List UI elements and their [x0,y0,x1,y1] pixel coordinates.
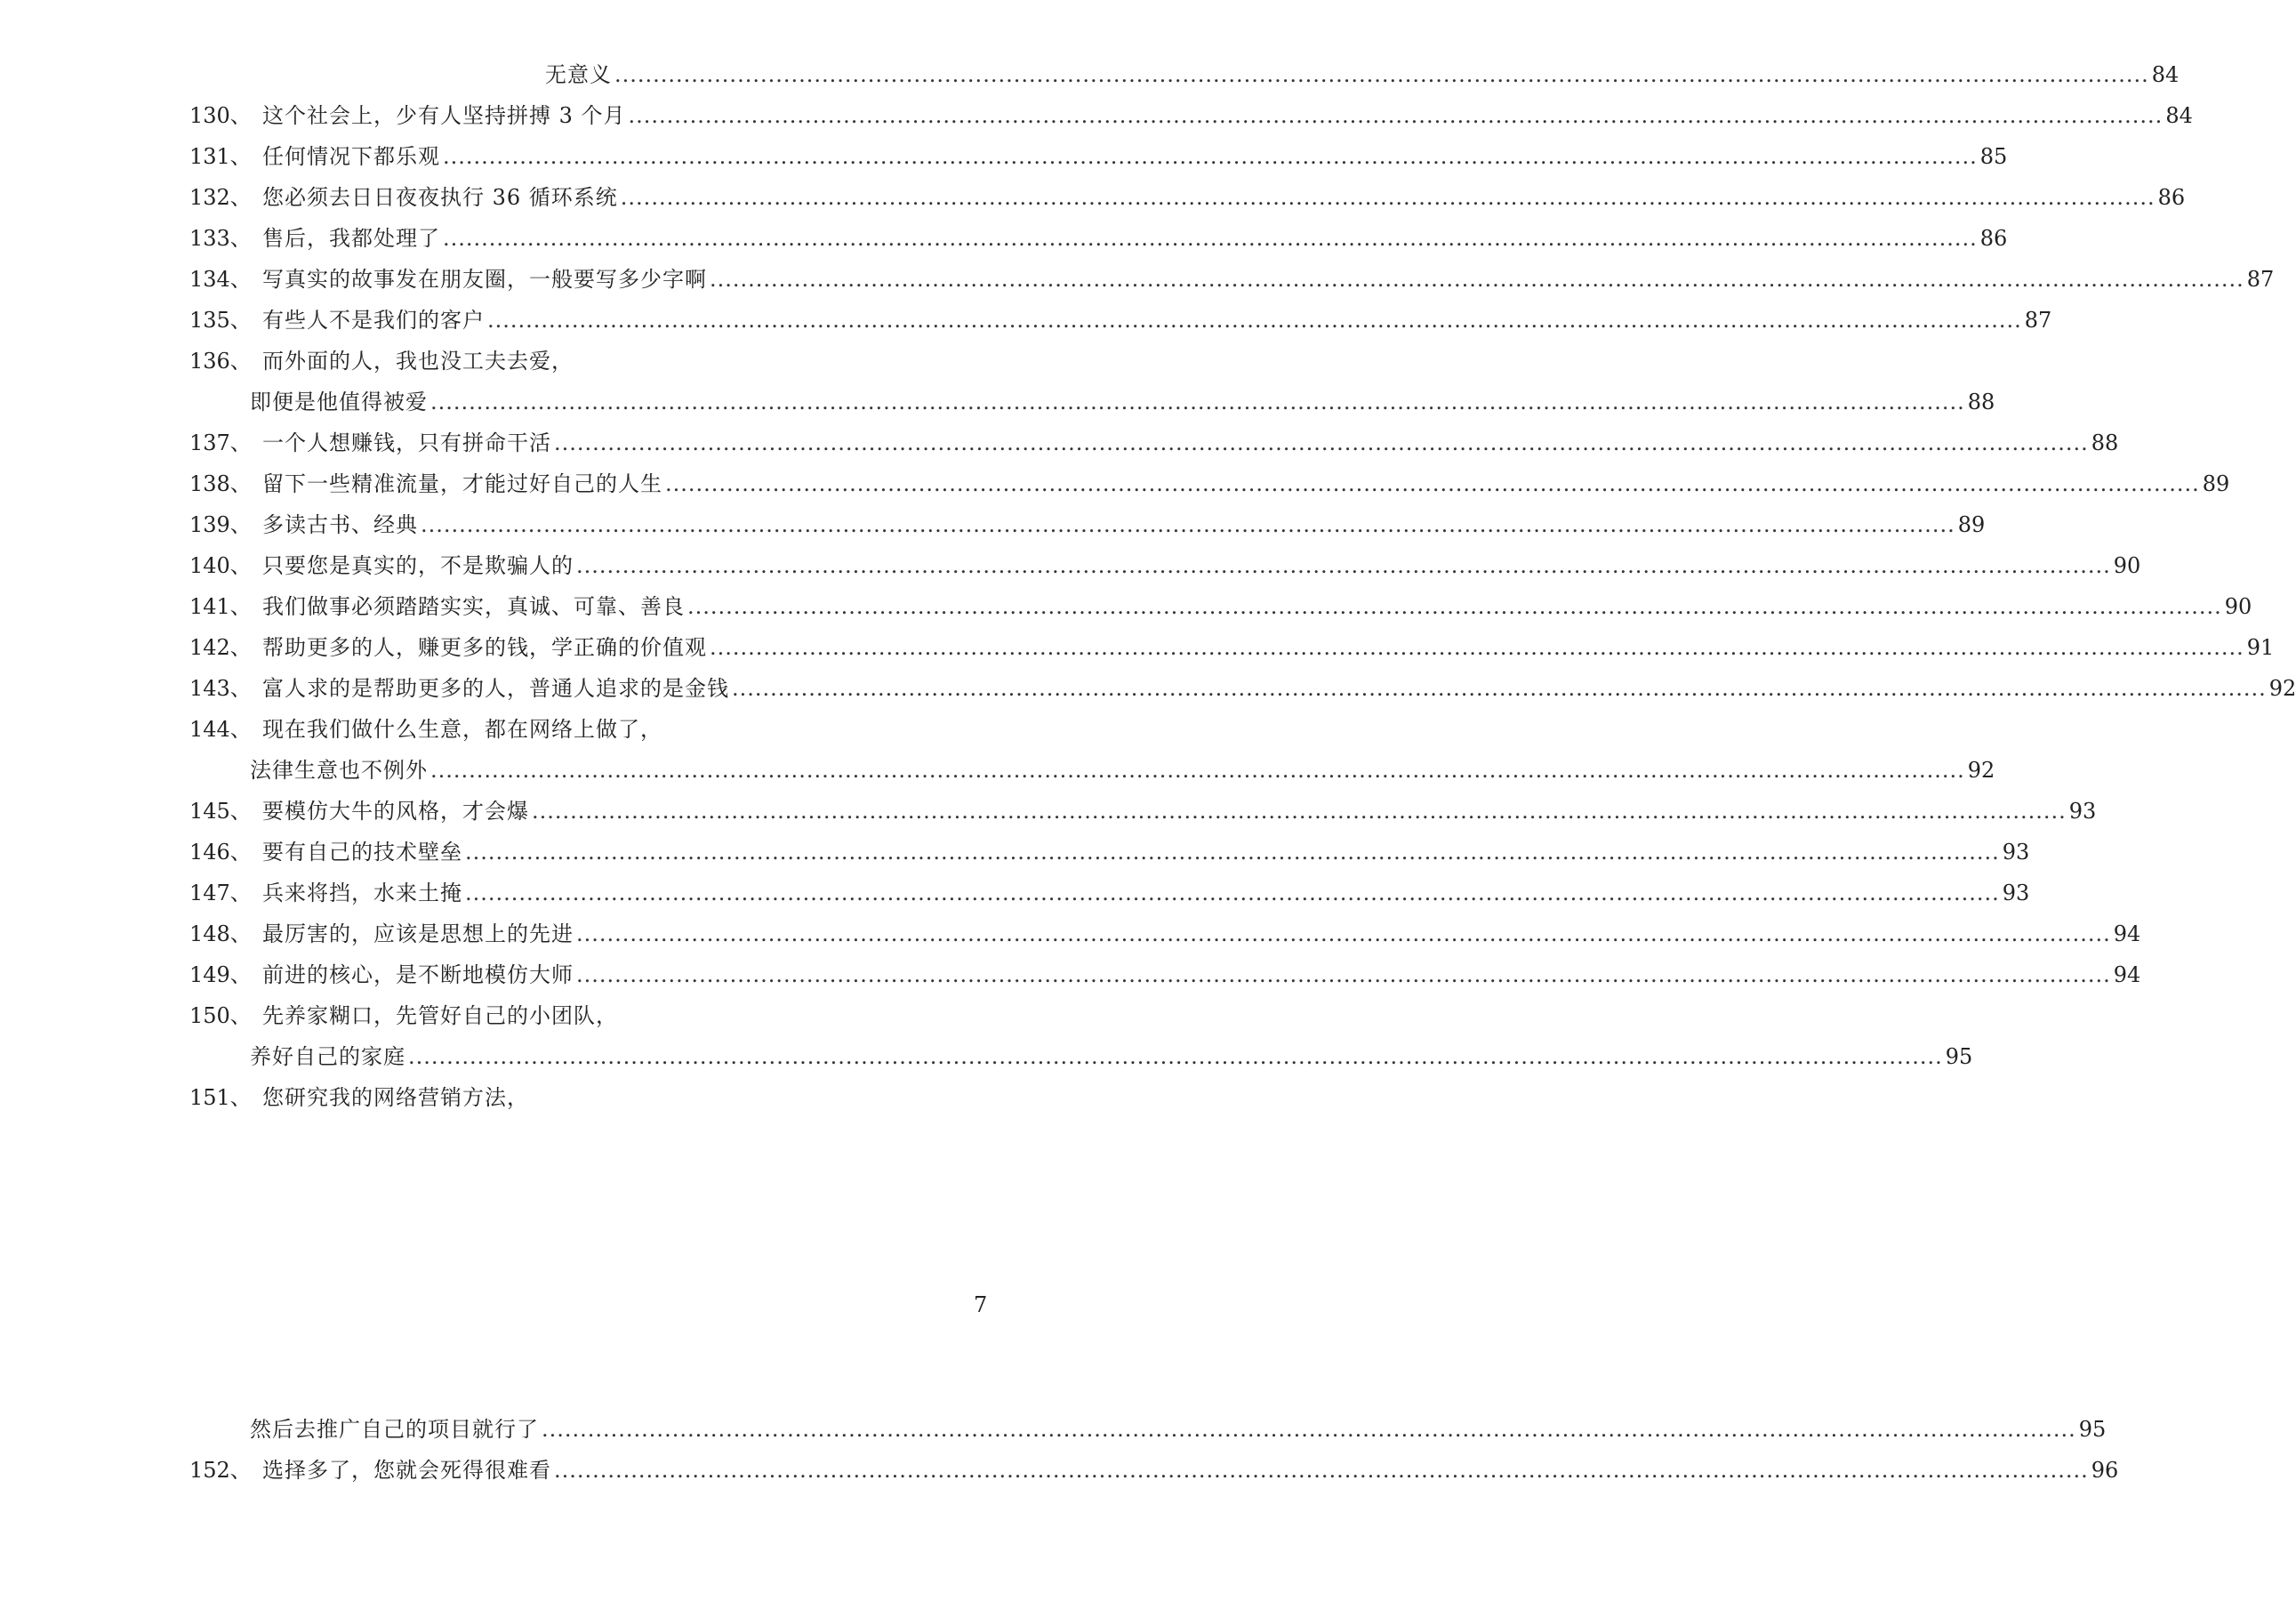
toc-entry-title: 法律生意也不例外 [250,758,428,783]
toc-entry-body [262,548,2141,583]
toc-entry-title: 而外面的人，我也没工夫去爱， [262,349,574,374]
toc-entry [0,139,2008,174]
toc-entry-number: 136、 [189,349,252,374]
toc-entry-body [262,875,2030,911]
toc-entry [0,793,2097,829]
toc-entry [0,466,2230,502]
dot-leader: ........................................................................................................................................................................................................ [465,881,2000,905]
toc-entry-page: 95 [2078,1417,2107,1442]
toc-entry-body [250,384,1995,420]
toc-entry-number: 138、 [189,471,252,496]
toc-entry-title: 多读古书、经典 [262,512,418,537]
toc-entry-page: 94 [2113,962,2141,987]
toc-entry-page: 87 [2024,308,2052,333]
toc-entry-title: 一个人想赚钱，只有拼命干活 [262,430,551,455]
toc-entry-title: 这个社会上，少有人坚持拼搏 3 个月 [262,103,626,128]
toc-entry-body [262,466,2230,502]
toc-entry [0,180,2186,215]
toc-entry-title: 最厉害的，应该是思想上的先进 [262,921,574,946]
toc-entry [0,589,2252,624]
toc-entry-body [262,302,2052,338]
dot-leader: ........................................................................................................................................................................................................ [408,1044,1943,1069]
toc-entry-title: 要模仿大牛的风格，才会爆 [262,799,529,824]
toc-entry-number: 139、 [189,512,252,537]
toc-entry [0,834,2030,870]
dot-leader: ........................................................................................................................................................................................................ [430,758,1965,783]
toc-entry-body [262,343,574,379]
dot-leader: ........................................................................................................................................................................................................ [421,512,1955,537]
toc-entry-number: 149、 [189,962,252,987]
dot-leader: ........................................................................................................................................................................................................ [576,962,2111,987]
toc-entry-page: 84 [2151,62,2180,87]
toc-entry-page: 93 [2068,799,2097,824]
dot-leader: ........................................................................................................................................................................................................ [554,430,2089,455]
toc-entry [0,384,1995,420]
toc-entry-page: 87 [2246,267,2275,292]
toc-entry [0,875,2030,911]
toc-entry-title: 留下一些精准流量，才能过好自己的人生 [262,471,662,496]
toc-entry-body [545,57,2180,93]
toc-entry [0,1080,1112,1115]
toc-entry-body [262,1452,2119,1488]
toc-entry-body [262,793,2097,829]
toc-entry-body [262,589,2252,624]
toc-entry-title: 售后，我都处理了 [262,226,440,251]
toc-entry-number: 140、 [189,553,252,578]
toc-entry-title: 您研究我的网络营销方法， [262,1085,529,1110]
toc-entry-number: 148、 [189,921,252,946]
toc-entry [0,221,2008,256]
toc-entry-body [262,425,2119,461]
dot-leader: ........................................................................................................................................................................................................ [443,226,1978,251]
toc-entry-title: 我们做事必须踏踏实实，真诚、可靠、善良 [262,594,685,619]
dot-leader: ........................................................................................................................................................................................................ [542,1417,2076,1442]
toc-entry-body [262,1080,529,1115]
toc-entry-page: 93 [2002,881,2030,905]
toc-entry-page: 92 [2268,676,2296,701]
toc-entry-number: 145、 [189,799,252,824]
toc-entry-body [250,752,1995,788]
toc-entry-page: 88 [2091,430,2119,455]
toc-entry-body [262,507,1986,543]
dot-leader: ........................................................................................................................................................................................................ [465,840,2000,865]
toc-entry-body [262,630,2275,665]
toc-entry [0,916,2141,952]
toc-entry-page: 89 [2202,471,2230,496]
toc-entry-number: 133、 [189,226,252,251]
toc-entry-number: 146、 [189,840,252,865]
toc-entry-page: 88 [1967,390,1995,414]
page-number: 7 [974,1292,988,1317]
toc-entry [0,343,1112,379]
dot-leader: ........................................................................................................................................................................................................ [710,267,2244,292]
toc-entry-page: 89 [1957,512,1986,537]
toc-entry-page: 96 [2091,1458,2119,1483]
toc-entry-page: 94 [2113,921,2141,946]
toc-entry-title: 任何情况下都乐观 [262,144,440,169]
toc-entry-body [262,834,2030,870]
toc-entry-page: 95 [1945,1044,1973,1069]
toc-entry-body [262,671,2296,706]
toc-entry [0,752,1995,788]
toc-entry [0,630,2275,665]
toc-entry [0,1412,2107,1447]
dot-leader: ........................................................................................................................................................................................................ [532,799,2067,824]
dot-leader: ........................................................................................................................................................................................................ [576,553,2111,578]
toc-entry [0,1039,1973,1074]
toc-entry [0,261,2275,297]
toc-entry-number: 130、 [189,103,252,128]
toc-entry-page: 86 [2157,185,2186,210]
toc-entry-title: 写真实的故事发在朋友圈，一般要写多少字啊 [262,267,707,292]
toc-entry [0,712,1112,747]
toc-entry [0,671,2296,706]
toc-entry-page: 86 [1979,226,2008,251]
toc-entry-title: 有些人不是我们的客户 [262,308,485,333]
toc-entry-title: 即便是他值得被爱 [250,390,428,414]
toc-entry-body [262,712,662,747]
toc-entry-title: 只要您是真实的，不是欺骗人的 [262,553,574,578]
toc-entry-number: 151、 [189,1085,252,1110]
toc-entry [0,302,2052,338]
toc-entry [0,425,2119,461]
toc-entry-body [262,261,2275,297]
toc-entry-title: 兵来将挡，水来土掩 [262,881,462,905]
toc-entry-page: 85 [1979,144,2008,169]
toc-entry [0,57,2180,93]
dot-leader: ........................................................................................................................................................................................................ [687,594,2222,619]
toc-entry-number: 141、 [189,594,252,619]
toc-entry-page: 93 [2002,840,2030,865]
toc-entry-body [250,1039,1973,1074]
dot-leader: ........................................................................................................................................................................................................ [443,144,1978,169]
toc-entry-page: 90 [2224,594,2252,619]
toc-entry-title: 养好自己的家庭 [250,1044,405,1069]
toc-entry-number: 142、 [189,635,252,660]
toc-entry-number: 143、 [189,676,252,701]
dot-leader: ........................................................................................................................................................................................................ [732,676,2267,701]
toc-entry-page: 92 [1967,758,1995,783]
toc-entry-body [262,139,2008,174]
toc-entry-title: 帮助更多的人，赚更多的钱，学正确的价值观 [262,635,707,660]
toc-entry-title: 前进的核心，是不断地模仿大师 [262,962,574,987]
dot-leader: ........................................................................................................................................................................................................ [487,308,2022,333]
toc-entry [0,1452,2119,1488]
toc-entry-page: 91 [2246,635,2275,660]
toc-entry-title: 选择多了，您就会死得很难看 [262,1458,551,1483]
toc-entry-title: 现在我们做什么生意，都在网络上做了， [262,717,662,742]
dot-leader: ........................................................................................................................................................................................................ [665,471,2200,496]
toc-entry-page: 90 [2113,553,2141,578]
toc-entry-number: 134、 [189,267,252,292]
toc-entry-body [262,180,2186,215]
toc-entry-number: 144、 [189,717,252,742]
toc-entry-body [262,957,2141,993]
toc-entry-body [250,1412,2107,1447]
toc-entry-title: 要有自己的技术壁垒 [262,840,462,865]
dot-leader: ........................................................................................................................................................................................................ [576,921,2111,946]
toc-entry [0,507,1986,543]
toc-entry [0,98,2193,133]
dot-leader: ........................................................................................................................................................................................................ [430,390,1965,414]
toc-entry-body [262,998,618,1034]
toc-entry-number: 135、 [189,308,252,333]
toc-entry-title: 然后去推广自己的项目就行了 [250,1417,539,1442]
toc-entry [0,957,2141,993]
toc-entry-page: 84 [2165,103,2193,128]
toc-entry [0,998,1112,1034]
toc-entry-title: 无意义 [545,62,612,87]
toc-entry-title: 先养家糊口，先管好自己的小团队， [262,1003,618,1028]
toc-entry-number: 137、 [189,430,252,455]
toc-entry-number: 150、 [189,1003,252,1028]
dot-leader: ........................................................................................................................................................................................................ [614,62,2149,87]
toc-entry-body [262,916,2141,952]
dot-leader: ........................................................................................................................................................................................................ [620,185,2156,210]
toc-entry-number: 152、 [189,1458,252,1483]
toc-entry-number: 132、 [189,185,252,210]
toc-entry [0,548,2141,583]
dot-leader: ........................................................................................................................................................................................................ [554,1458,2089,1483]
dot-leader: ........................................................................................................................................................................................................ [628,103,2164,128]
toc-entry-number: 131、 [189,144,252,169]
toc-entry-title: 富人求的是帮助更多的人，普通人追求的是金钱 [262,676,729,701]
toc-entry-body [262,221,2008,256]
toc-entry-title: 您必须去日日夜夜执行 36 循环系统 [262,185,618,210]
toc-entry-body [262,98,2193,133]
dot-leader: ........................................................................................................................................................................................................ [710,635,2244,660]
toc-entry-number: 147、 [189,881,252,905]
